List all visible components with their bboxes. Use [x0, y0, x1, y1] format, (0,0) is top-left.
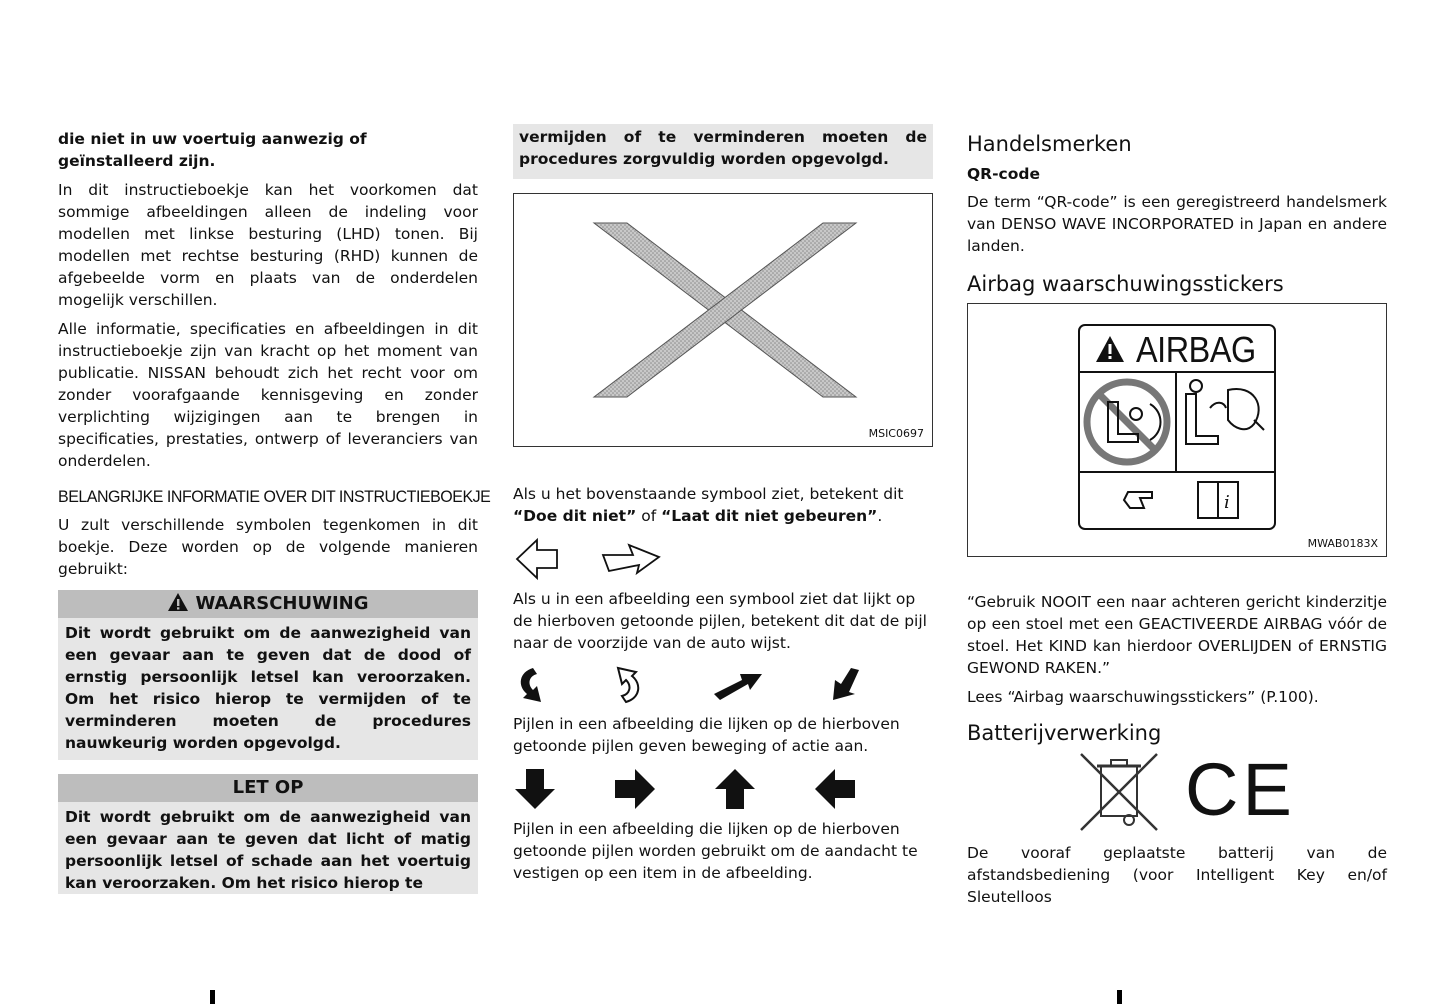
paragraph-motion-arrows: Pijlen in een afbeelding die lijken op de hierboven getoonde pijlen geven beweging of actie aan.	[513, 715, 900, 755]
caution-body: Dit wordt gebruikt om de aanwezigheid van een gevaar aan te geven dat licht of matig persoonlijk letsel of schade aan het voertuig kan veroorzaken. Om het risico hierop te	[58, 802, 478, 894]
arrow-up-icon	[713, 767, 757, 811]
figure-code-label-airbag: MWAB0183X	[1307, 537, 1378, 550]
arrow-right-icon	[613, 767, 657, 811]
outline-left-arrow-icon	[515, 536, 561, 582]
paragraph-lhd: In dit instructieboekje kan het voorkomen dat sommige afbeeldingen alleen de indeling voor modellen met linkse besturing (LHD) tonen. Bij modellen met rechtse besturing (RHD) kunnen de afgebeelde vorm en plaats van de onderdelen mogelijk verschillen.	[58, 181, 478, 309]
svg-text:i: i	[1224, 492, 1230, 513]
paragraph-battery: De vooraf geplaatste batterij van de afstandsbediening (voor Intelligent Key en/of Sleutelloos	[967, 844, 1387, 906]
crop-mark-left	[210, 990, 215, 1004]
trademarks-heading: Handelsmerken	[967, 132, 1132, 156]
paragraph-attention-arrows: Pijlen in een afbeelding die lijken op de hierboven getoonde pijlen worden gebruikt om de aandacht te vestigen op een item in de afbeelding.	[513, 820, 918, 882]
do-not-quote: “Doe dit niet”	[513, 507, 637, 525]
ce-mark: CE	[1185, 748, 1296, 831]
qr-code-subheading: QR-code	[967, 165, 1040, 183]
motion-arrows-row	[513, 661, 933, 709]
outline-right-arrow-icon	[601, 541, 661, 577]
column-right	[967, 131, 1387, 915]
airbag-sticker-figure	[967, 303, 1387, 557]
paragraph-specs: Alle informatie, specificaties en afbeeldingen in dit instructieboekje zijn van kracht op het moment van publicatie. NISSAN behoudt zich het recht voor om zonder voorafgaande kennisgeving en zonder verplichting wijzigingen aan te brengen in specificaties, prestaties, ontwerp of leveranciers van onderdelen.	[58, 320, 478, 470]
column-left	[58, 128, 491, 894]
airbag-quote: “Gebruik NOOIT een naar achteren gericht kinderzitje op een stoel met een GEACTIVEERDE AIRBAG vóór de stoel. Het KIND kan hierdoor OVERLIJDEN of ERNSTIG GEWOND RAKEN.”	[967, 593, 1387, 677]
or-text: of	[636, 507, 662, 525]
disposal-symbols	[967, 748, 1387, 832]
cross-symbol-icon	[514, 194, 932, 446]
front-arrows-row	[513, 534, 933, 584]
section-heading: BELANGRIJKE INFORMATIE OVER DIT INSTRUCTIEBOEKJE	[58, 487, 491, 506]
do-not-text: Als u het bovenstaande symbool ziet, betekent dit	[513, 485, 904, 503]
column-middle	[513, 128, 933, 891]
intro-bold-text: die niet in uw voertuig aanwezig of geïnstalleerd zijn.	[58, 130, 367, 170]
airbag-stickers-heading: Airbag waarschuwingsstickers	[967, 272, 1284, 296]
battery-heading: Batterijverwerking	[967, 721, 1162, 745]
warning-title: WAARSCHUWING	[195, 593, 369, 614]
arrow-left-icon	[813, 767, 857, 811]
curved-arrow-up-left-icon	[612, 664, 646, 706]
diagonal-arrow-down-left-icon	[829, 666, 863, 704]
paragraph-symbols: U zult verschillende symbolen tegenkomen in dit boekje. Deze worden op de volgende manieren gebruikt:	[58, 516, 478, 578]
paragraph-qr: De term “QR-code” is een geregistreerd handelsmerk van DENSO WAVE INCORPORATED in Japan en andere landen.	[967, 193, 1387, 255]
warning-triangle-icon	[167, 592, 189, 621]
curved-arrow-down-right-icon	[513, 664, 547, 706]
attention-arrows-row	[513, 764, 933, 814]
warning-header	[58, 590, 478, 618]
figure-code-label: MSIC0697	[868, 427, 924, 440]
crop-mark-right	[1117, 990, 1122, 1004]
paragraph-front-arrow: Als u in een afbeelding een symbool ziet dat lijkt op de hierboven getoonde pijlen, betekent dit dat de pijl naar de voorzijde van de auto wijst.	[513, 590, 927, 652]
caution-header	[58, 774, 478, 802]
caution-continued: vermijden of te verminderen moeten de procedures zorgvuldig worden opgevolgd.	[513, 124, 933, 179]
airbag-word: AIRBAG	[1136, 329, 1256, 370]
paragraph-do-not	[513, 483, 933, 527]
let-not-quote: “Laat dit niet gebeuren”	[661, 507, 878, 525]
warning-body: Dit wordt gebruikt om de aanwezigheid van een gevaar aan te geven dat de dood of ernstig persoonlijk letsel kan veroorzaken. Om het risico hierop te vermijden of te verminderen moeten de procedures nauwkeurig worden opgevolgd.	[58, 618, 478, 760]
caution-title: LET OP	[232, 777, 304, 798]
crossed-out-bin-icon	[1077, 752, 1161, 832]
diagonal-arrow-up-right-icon	[712, 668, 764, 702]
do-not-figure	[513, 193, 933, 447]
airbag-reference: Lees “Airbag waarschuwingsstickers” (P.100).	[967, 688, 1319, 706]
arrow-down-icon	[513, 767, 557, 811]
period-text: .	[877, 507, 883, 525]
